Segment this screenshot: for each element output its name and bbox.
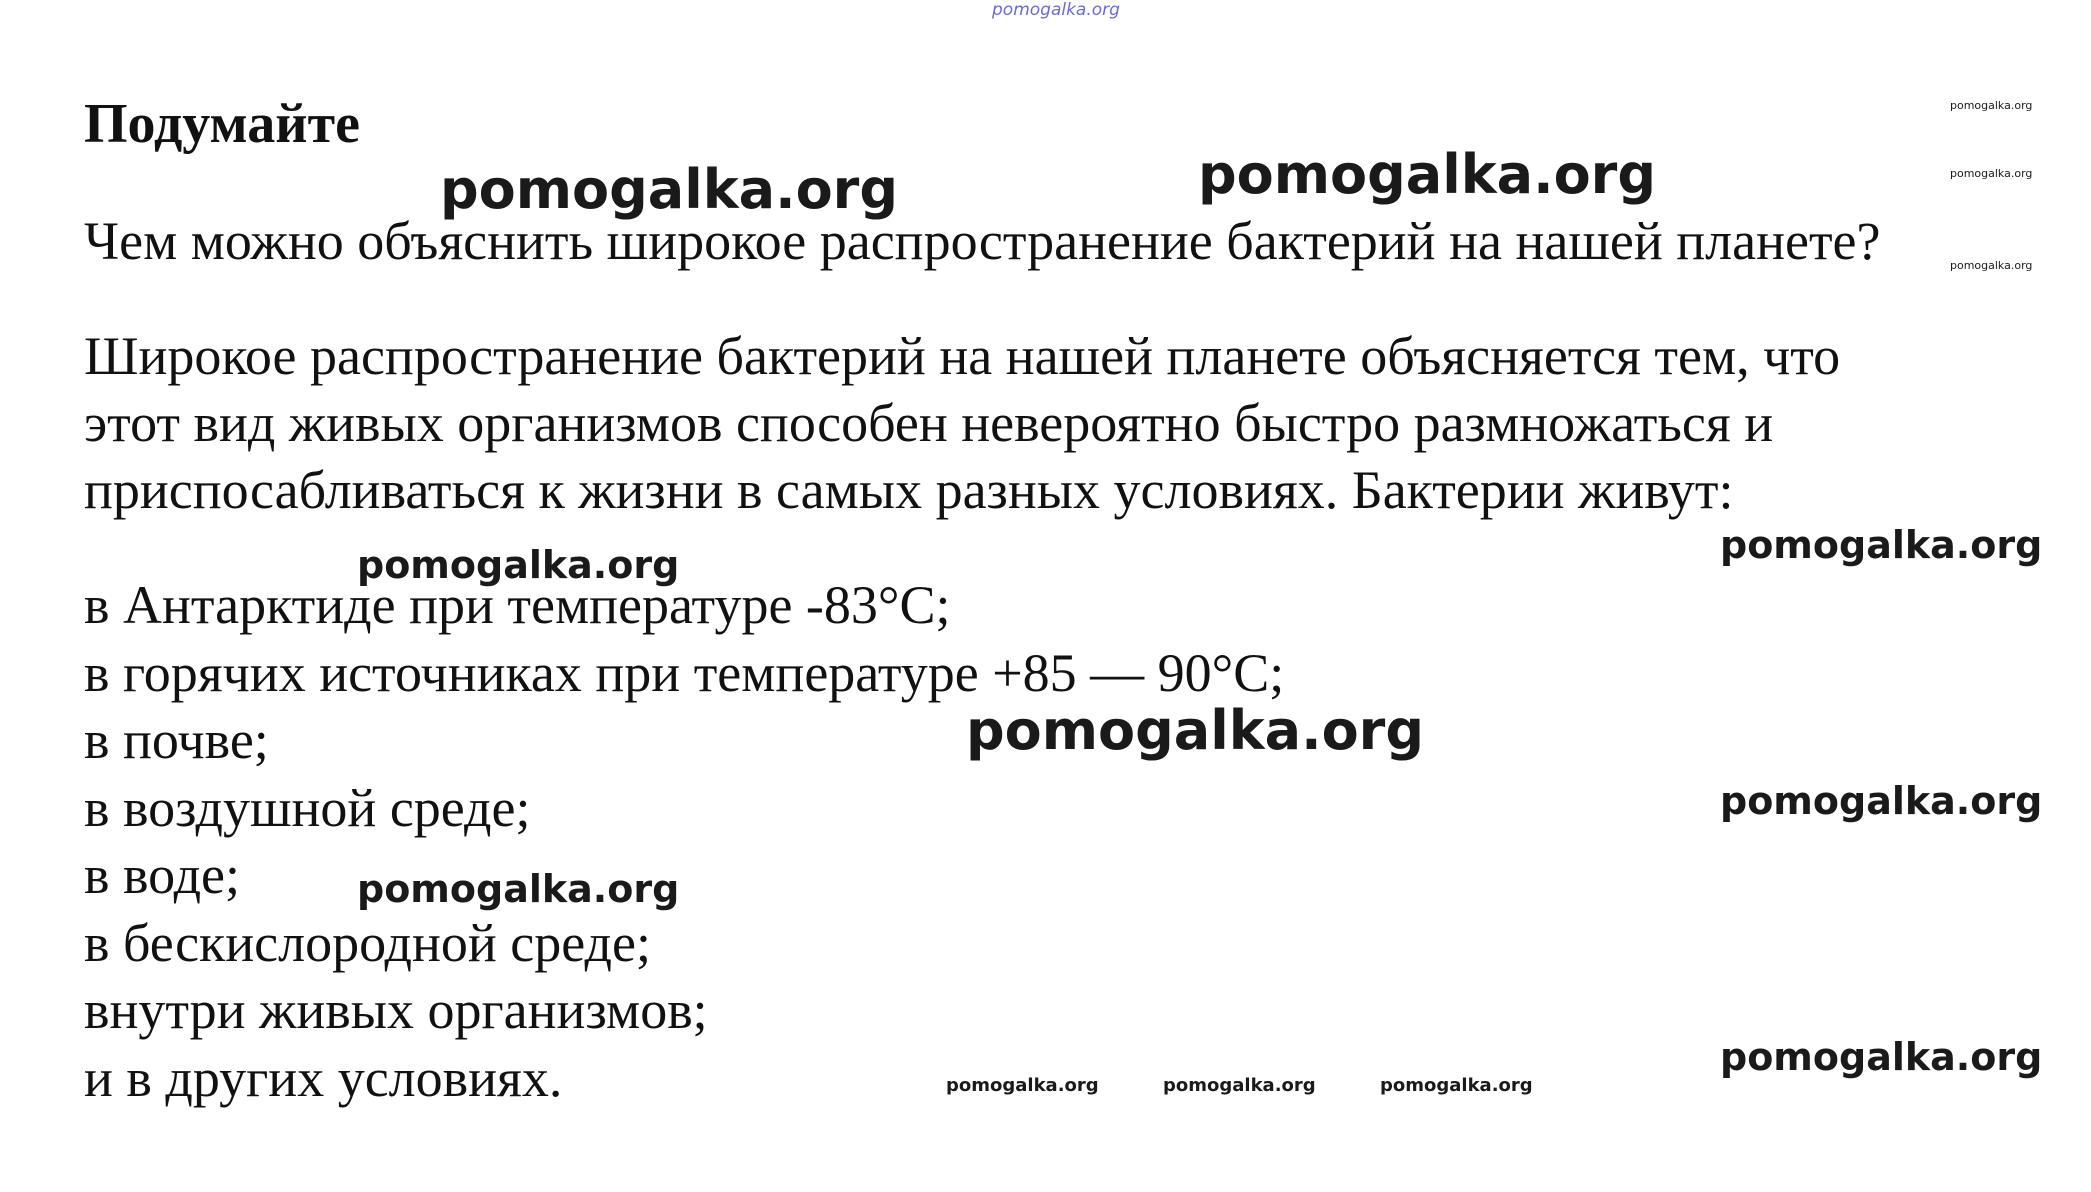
page-heading: Подумайте xyxy=(84,93,360,155)
watermark-medium: pomogalka.org xyxy=(357,867,680,911)
question-text: Чем можно объяснить широкое распространение бактерий на нашей планете? xyxy=(84,211,1881,271)
answer-line: этот вид живых организмов способен невероятно быстро размножаться и xyxy=(84,393,1774,453)
watermark-small: pomogalka.org xyxy=(1380,1075,1533,1096)
answer-line: Широкое распространение бактерий на нашей планете объясняется тем, что xyxy=(84,326,1841,386)
list-item: в бескислородной среде; xyxy=(84,912,651,973)
list-item: в горячих источниках при температуре +85 — 90°С; xyxy=(84,642,1285,703)
list-item: в воде; xyxy=(84,845,241,905)
list-item: в Антарктиде при температуре -83°С; xyxy=(84,575,951,635)
watermark-medium: pomogalka.org xyxy=(1720,779,2043,823)
watermark-large: pomogalka.org xyxy=(1198,143,1656,206)
watermark-large: pomogalka.org xyxy=(966,699,1424,762)
watermark-large: pomogalka.org xyxy=(440,158,898,221)
watermark-medium: pomogalka.org xyxy=(1720,1035,2043,1079)
answer-line: приспосабливаться к жизни в самых разных условиях. Бактерии живут: xyxy=(84,460,1734,520)
habitat-list xyxy=(84,572,1284,1112)
list-item: внутри живых организмов; xyxy=(84,980,708,1040)
watermark-small: pomogalka.org xyxy=(946,1075,1099,1096)
watermark-tiny: pomogalka.org xyxy=(1950,259,2033,272)
watermark-small: pomogalka.org xyxy=(1163,1075,1316,1096)
watermark-tiny: pomogalka.org xyxy=(1950,167,2033,180)
list-item: в воздушной среде; xyxy=(84,777,531,838)
watermark-top: pomogalka.org xyxy=(992,0,1120,20)
list-item: и в других условиях. xyxy=(84,1047,563,1108)
watermark-medium: pomogalka.org xyxy=(1720,523,2043,567)
answer-paragraph xyxy=(84,323,2044,524)
watermark-medium: pomogalka.org xyxy=(357,543,680,587)
list-item: в почве; xyxy=(84,710,269,770)
watermark-tiny: pomogalka.org xyxy=(1950,99,2033,112)
